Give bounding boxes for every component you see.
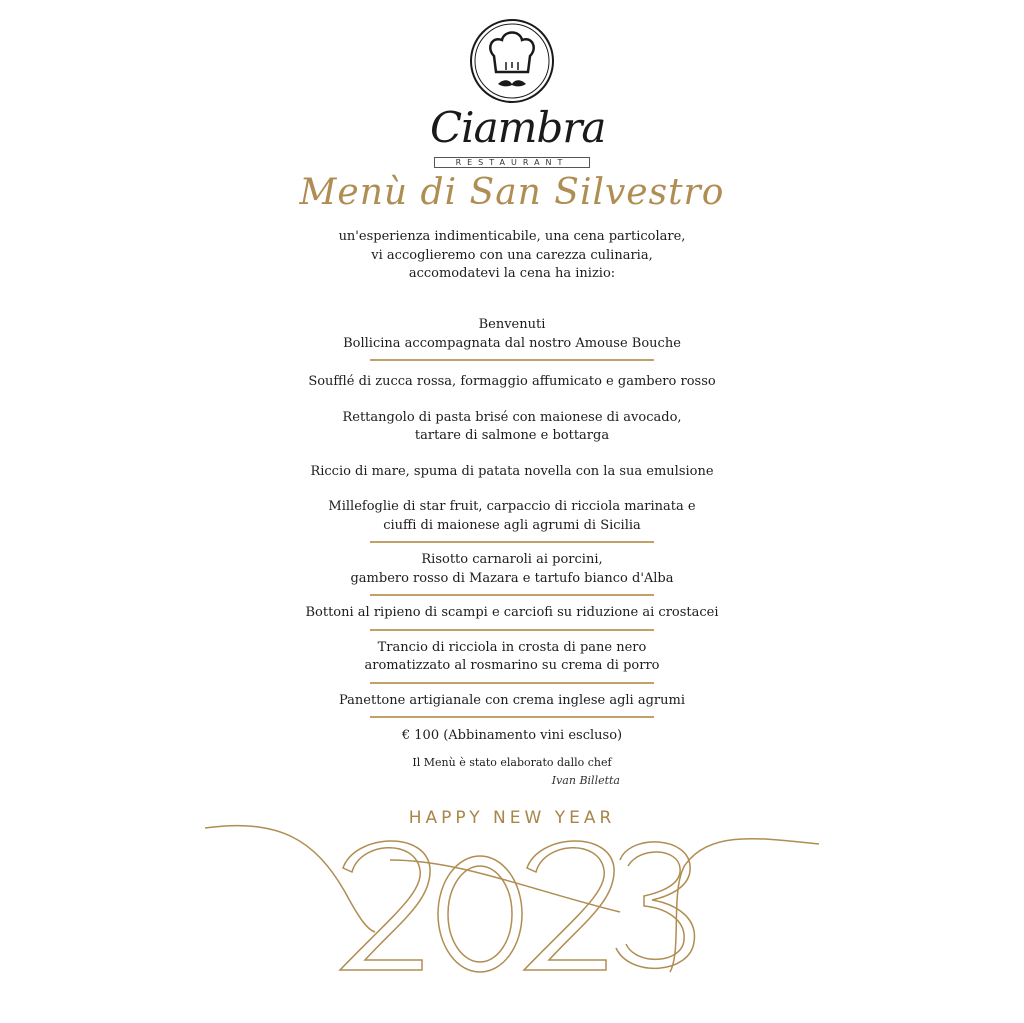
course-item: [262, 604, 762, 623]
intro-line: un'esperienza indimenticabile, una cena particolare,: [338, 229, 686, 244]
course-item: [262, 316, 762, 353]
menu-title: Menù di San Silvestro: [299, 172, 725, 213]
year-2023-line-art: [200, 820, 824, 980]
intro-text: [312, 228, 712, 284]
gold-separator: [370, 716, 654, 718]
course-line: ciuffi di maionese agli agrumi di Sicilia: [383, 517, 641, 533]
course-item: [262, 692, 762, 711]
gold-separator: [370, 682, 654, 684]
gold-separator: [370, 629, 654, 631]
course-line: Riccio di mare, spuma di patata novella con la sua emulsione: [310, 463, 714, 479]
course-item: [262, 373, 762, 392]
restaurant-logo: [430, 18, 606, 167]
course-list: [262, 316, 762, 718]
course-line: Millefoglie di star fruit, carpaccio di ricciola marinata e: [328, 499, 696, 514]
course-line: Rettangolo di pasta brisé con maionese di avocado,: [342, 409, 682, 425]
menu-price: € 100 (Abbinamento vini escluso): [401, 728, 623, 743]
logo-wordmark: Ciambra: [430, 103, 606, 152]
course-item: [262, 639, 762, 676]
course-item: [262, 409, 762, 446]
course-line: gambero rosso di Mazara e tartufo bianco d'Alba: [350, 570, 674, 586]
course-line: aromatizzato al rosmarino su crema di porro: [364, 658, 660, 673]
course-item: [262, 463, 762, 482]
intro-line: vi accoglieremo con una carezza culinaria,: [371, 247, 653, 263]
course-item: [262, 498, 762, 535]
course-line: Bottoni al ripieno di scampi e carciofi su riduzione ai crostacei: [305, 605, 719, 620]
course-line: Bollicina accompagnata dal nostro Amouse Bouche: [343, 335, 681, 351]
course-line: Soufflé di zucca rossa, formaggio affumicato e gambero rosso: [308, 374, 716, 389]
course-line: Panettone artigianale con crema inglese agli agrumi: [338, 692, 685, 708]
course-line: tartare di salmone e bottarga: [414, 428, 610, 443]
gold-separator: [370, 594, 654, 596]
chef-signature: Ivan Billetta: [551, 774, 620, 787]
intro-line: accomodatevi la cena ha inizio:: [408, 266, 616, 281]
course-line: Benvenuti: [478, 317, 546, 332]
course-line: Trancio di ricciola in crosta di pane nero: [377, 639, 647, 655]
logo-subtitle: RESTAURANT: [434, 157, 590, 168]
course-line: Risotto carnaroli ai porcini,: [421, 552, 603, 567]
gold-separator: [370, 541, 654, 543]
course-item: [262, 551, 762, 588]
gold-separator: [370, 359, 654, 361]
chef-note: Il Menù è stato elaborato dallo chef: [412, 756, 612, 769]
happy-new-year-heading: HAPPY NEW YEAR: [408, 808, 616, 828]
